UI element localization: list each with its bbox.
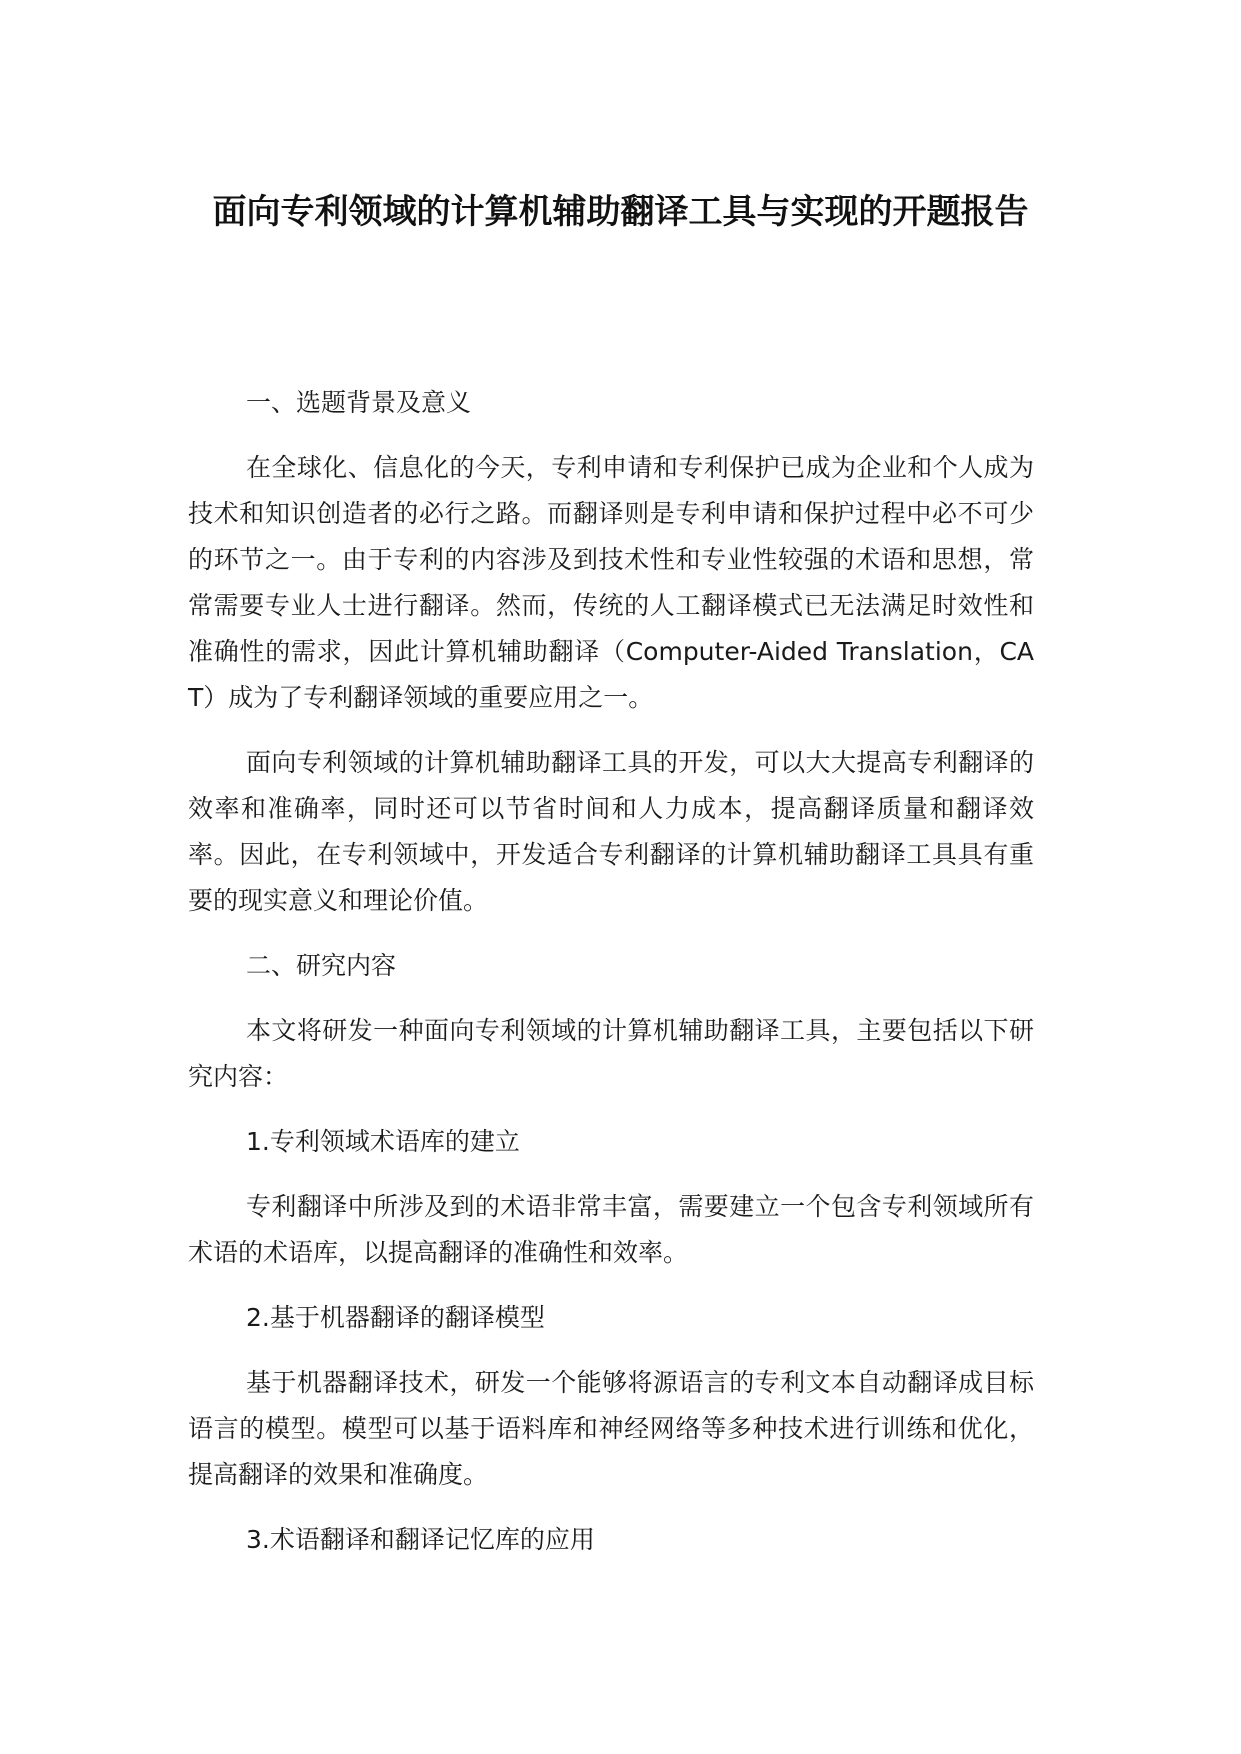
paragraph: 面向专利领域的计算机辅助翻译工具的开发，可以大大提高专利翻译的效率和准确率，同时还可以节省时间和人力成本，提高翻译质量和翻译效率。因此，在专利领域中，开发适合专利翻译的计算机辅助翻译工具具有重要的现实意义和理论价值。 [188,748,1034,915]
paragraph: 基于机器翻译技术，研发一个能够将源语言的专利文本自动翻译成目标语言的模型。模型可以基于语料库和神经网络等多种技术进行训练和优化，提高翻译的效果和准确度。 [188,1368,1034,1489]
section-heading: 一、选题背景及意义 [246,388,472,417]
subsection-heading: 3.术语翻译和翻译记忆库的应用 [246,1525,595,1554]
document-title: 面向专利领域的计算机辅助翻译工具与实现的开题报告 [212,192,1029,232]
paragraph: 在全球化、信息化的今天，专利申请和专利保护已成为企业和个人成为技术和知识创造者的必行之路。而翻译则是专利申请和保护过程中必不可少的环节之一。由于专利的内容涉及到技术性和专业性较强的术语和思想，常常需要专业人士进行翻译。然而，传统的人工翻译模式已无法满足时效性和准确性的需求，因此计算机辅助翻译（Computer-Aided Translation，CAT）成为了专利翻译领域的重要应用之一。 [188,453,1034,712]
paragraph: 本文将研发一种面向专利领域的计算机辅助翻译工具，主要包括以下研究内容： [188,1016,1034,1091]
document-body [188,380,1034,1563]
paragraph: 专利翻译中所涉及到的术语非常丰富，需要建立一个包含专利领域所有术语的术语库，以提高翻译的准确性和效率。 [188,1192,1034,1267]
subsection-heading: 1.专利领域术语库的建立 [246,1127,520,1156]
subsection-heading: 2.基于机器翻译的翻译模型 [246,1303,545,1332]
section-heading: 二、研究内容 [246,951,397,980]
